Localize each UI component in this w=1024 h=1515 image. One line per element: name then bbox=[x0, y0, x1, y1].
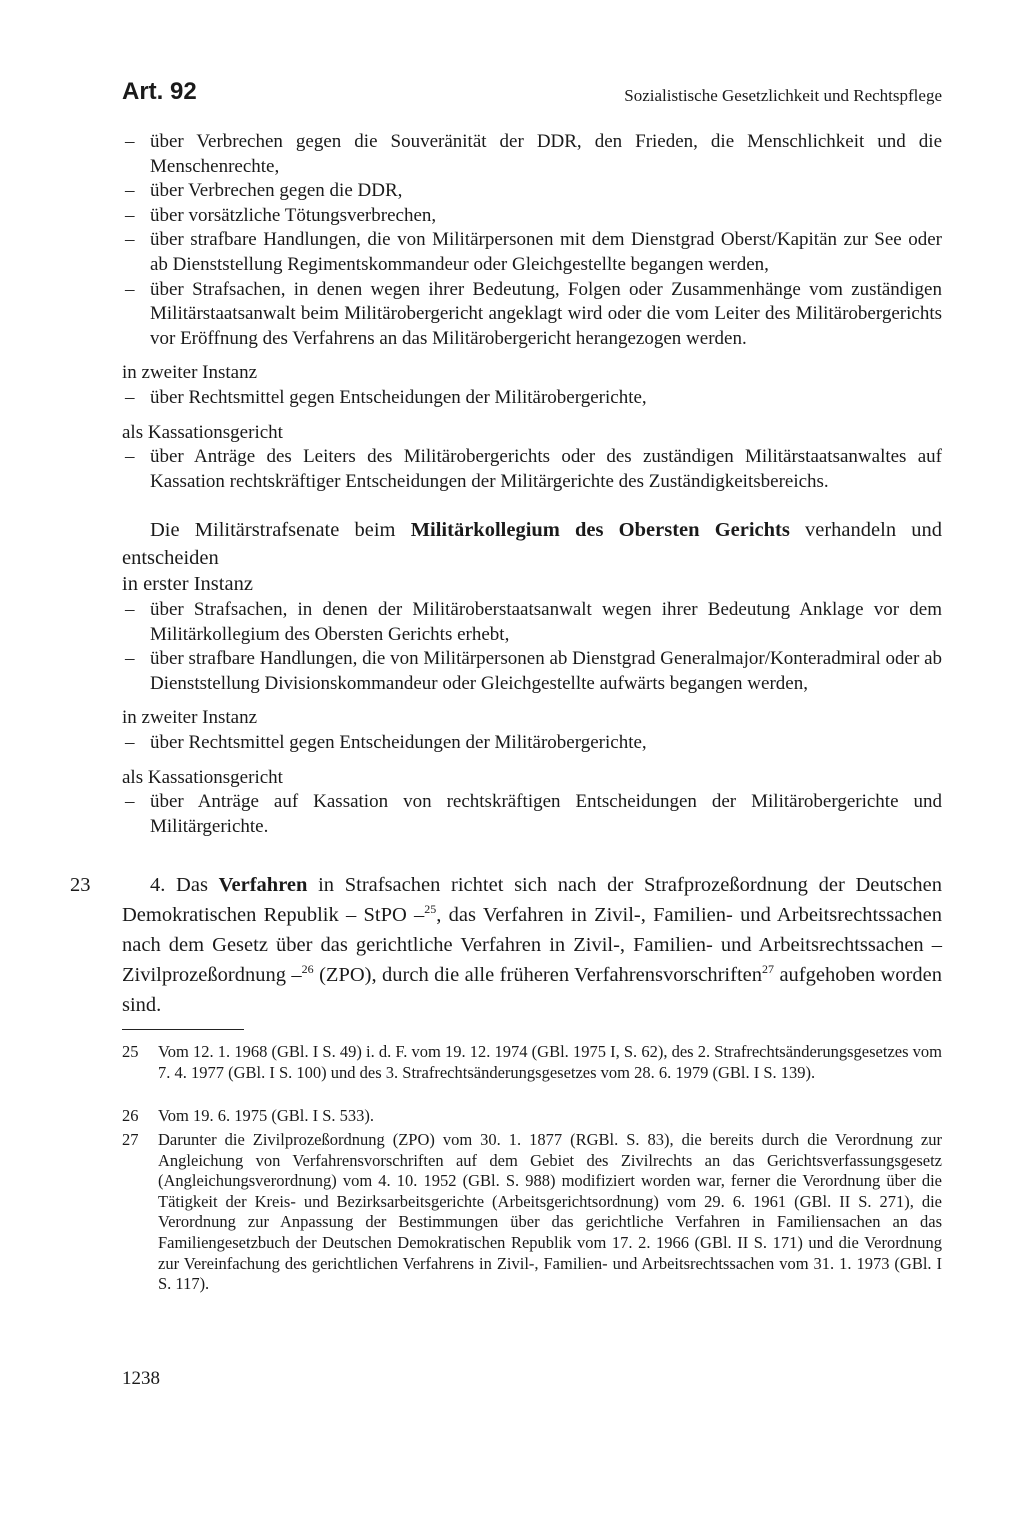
margin-number: 23 bbox=[70, 874, 91, 896]
footnote-number: 27 bbox=[122, 1130, 139, 1149]
list-item: – über Rechtsmittel gegen Entscheidungen der Militärobergerichte, bbox=[125, 731, 647, 753]
footnote-text: Vom 12. 1. 1968 (GBl. I S. 49) i. d. F. vom 19. 12. 1974 (GBl. 1975 I, S. 62), des 2. Strafrechtsänderungsgesetzes vom 7. 4. 1977 (GBl. I S. 100) und des 3. Strafrechtsänderungsgesetzes vom 28. 6. 1979 (GBl. I S. 139). bbox=[158, 1042, 942, 1082]
list-item: – über Verbrechen gegen die DDR, bbox=[125, 180, 403, 202]
article-number: Art. 92 bbox=[122, 78, 197, 105]
footnote bbox=[122, 1106, 942, 1127]
list-item: – über vorsätzliche Tötungsverbrechen, bbox=[125, 204, 437, 226]
running-title: Sozialistische Gesetzlichkeit und Rechtspflege bbox=[624, 86, 942, 105]
footnote-number: 25 bbox=[122, 1042, 139, 1061]
section-paragraph: 4. Das Verfahren in Strafsachen richtet sich nach der Strafprozeßordnung der Deutschen Demokratischen Republik – StPO –$^{25}$, das Verfahren in Zivil-, Familien- und Arbeitsrechtssachen nach dem Gesetz über das gerichtliche Verfahren in Zivil-, Familien- und Arbeitsrechtssachen – Zivilprozeßordnung –$^{26}$ (ZPO), durch die alle früheren Verfahrensvorschriften$^{27}$ aufgehoben worden sind. bbox=[122, 874, 943, 1016]
court-jurisdiction-block-2 bbox=[122, 516, 942, 839]
section-heading: in erster Instanz bbox=[122, 573, 253, 595]
section-heading: in zweiter Instanz bbox=[122, 707, 258, 729]
list-item: – über strafbare Handlungen, die von Militärpersonen mit dem Dienstgrad Oberst/Kapitän zur See oder ab Dienststellung Regimentskommandeur oder Gleichgestellte begangen werden, bbox=[125, 229, 942, 275]
list-item: – über Anträge auf Kassation von rechtskräftigen Entscheidungen der Militärobergerichte und Militärgerichte. bbox=[125, 791, 942, 837]
list-item: – über Strafsachen, in denen der Militäroberstaatsanwalt wegen ihrer Bedeutung Anklage vor dem Militärkollegium des Obersten Gerichts erhebt, bbox=[125, 599, 942, 645]
footnote-ref[interactable]: 25 bbox=[424, 902, 437, 917]
footnote-text: Darunter die Zivilprozeßordnung (ZPO) vom 30. 1. 1877 (RGBl. S. 83), die bereits durch die Verordnung zur Angleichung von Verfahrensvorschriften auf dem Gebiet des Zivilrechts an das Gerichtsverfassungsgesetz (Angleichungsverordnung) vom 4. 10. 1952 (GBl. S. 988) modifiziert worden war, ferner die Verordnung über die Tätigkeit der Kreis- und Bezirksarbeitsgerichte (Arbeitsgerichtsordnung) vom 29. 6. 1961 (GBl. II S. 271), die Verordnung zur Anpassung der Bestimmungen über das gerichtliche Verfahren in Familiensachen an das Familiengesetzbuch der Deutschen Demokratischen Republik vom 17. 2. 1966 (GBl. II S. 171) und die Verordnung zur Vereinfachung des gerichtlichen Verfahrens in Zivil-, Familien- und Arbeitsrechtssachen vom 31. 1. 1973 (GBl. I S. 117). bbox=[158, 1130, 942, 1294]
list-item: – über Anträge des Leiters des Militärobergerichts oder des zuständigen Militärstaatsanwaltes auf Kassation rechtskräftiger Entscheidungen der Militärgerichte des Zuständigkeitsbereichs. bbox=[125, 446, 942, 492]
court-jurisdiction-block-1 bbox=[122, 130, 942, 494]
bold-term: Militärkollegium des Obersten Gerichts bbox=[410, 519, 790, 541]
footnote bbox=[122, 1130, 942, 1295]
list-item: – über strafbare Handlungen, die von Militärpersonen ab Dienstgrad Generalmajor/Konteradmiral oder ab Dienststellung Divisionskommandeur oder Gleichgestellte aufwärts begangen werden, bbox=[125, 648, 942, 694]
footnote-ref[interactable]: 26 bbox=[301, 962, 314, 977]
page-number: 1238 bbox=[122, 1368, 160, 1389]
intro-paragraph: Die Militärstrafsenate beim Militärkollegium des Obersten Gerichts verhandeln und entscheiden bbox=[122, 519, 942, 569]
list-item: – über Verbrechen gegen die Souveränität der DDR, den Frieden, die Menschlichkeit und die Menschenrechte, bbox=[125, 131, 942, 177]
footnote bbox=[122, 1042, 942, 1083]
list-item: – über Strafsachen, in denen wegen ihrer Bedeutung, Folgen oder Zusammenhänge vom zuständigen Militärstaatsanwalt beim Militärobergericht angeklagt wird oder die vom Leiter des Militärobergerichts vor Eröffnung des Verfahrens an das Militärobergericht herangezogen werden. bbox=[125, 278, 942, 349]
bold-term: Verfahren bbox=[218, 874, 308, 896]
footnote-divider bbox=[122, 1029, 244, 1030]
page-header bbox=[122, 78, 942, 112]
section-heading: in zweiter Instanz bbox=[122, 362, 258, 384]
footnote-number: 26 bbox=[122, 1106, 139, 1125]
footnote-text: Vom 19. 6. 1975 (GBl. I S. 533). bbox=[158, 1106, 375, 1125]
list-item: – über Rechtsmittel gegen Entscheidungen der Militärobergerichte, bbox=[125, 386, 647, 408]
section-heading: als Kassationsgericht bbox=[122, 766, 283, 788]
section-heading: als Kassationsgericht bbox=[122, 421, 283, 443]
footnote-ref[interactable]: 27 bbox=[762, 962, 774, 977]
